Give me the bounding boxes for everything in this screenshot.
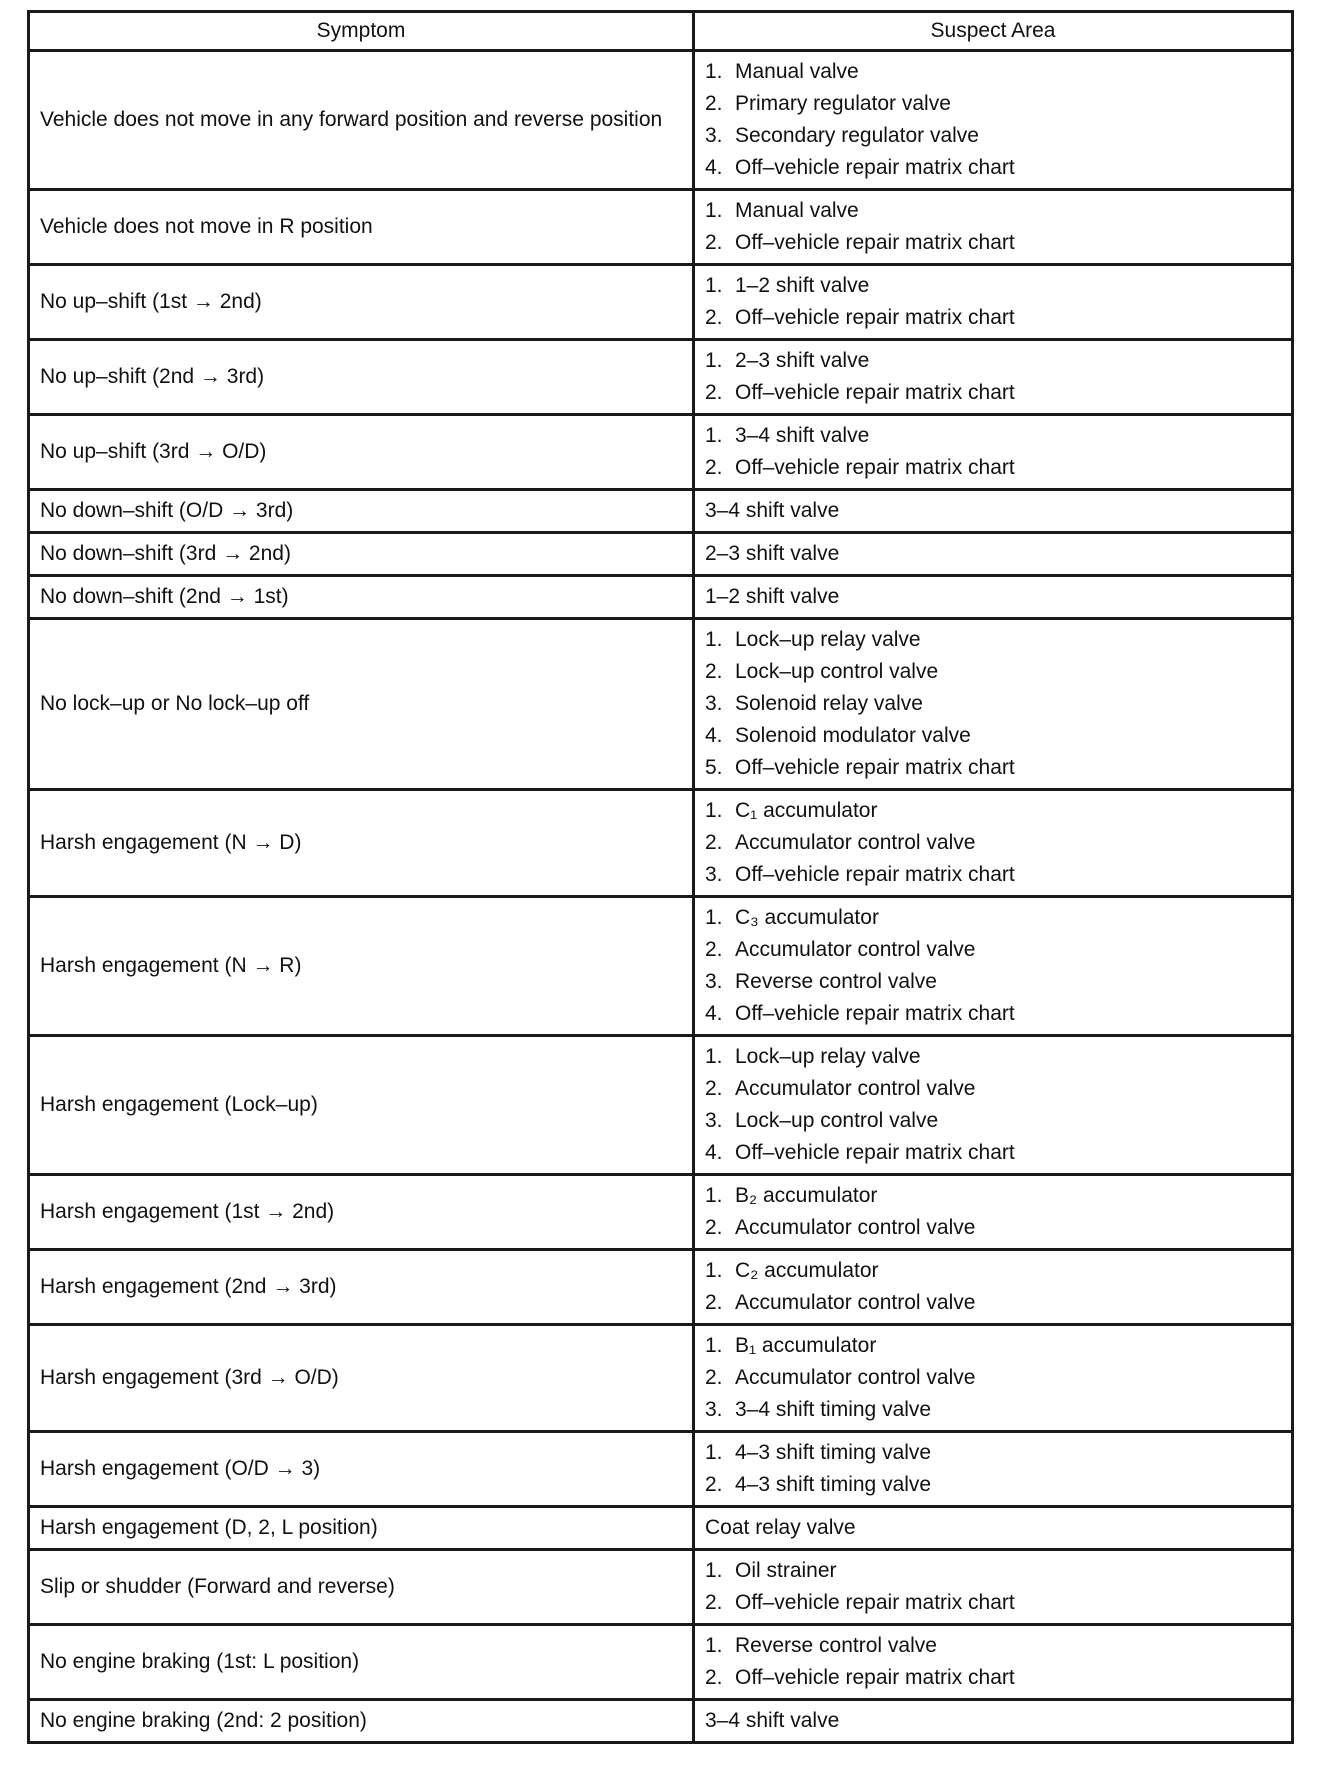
suspect-area-cell: [694, 1625, 1293, 1700]
suspect-item: [705, 1394, 1291, 1426]
suspect-item: [705, 752, 1291, 784]
suspect-item-text: Accumulator control valve: [735, 1077, 976, 1100]
suspect-item-number: 3.: [705, 863, 723, 886]
suspect-area-cell: [694, 619, 1293, 790]
suspect-item-number: 1.: [705, 274, 723, 297]
suspect-item-text: 3–4 shift timing valve: [735, 1398, 932, 1421]
table-row: [29, 576, 1293, 619]
table-row: [29, 897, 1293, 1036]
suspect-area-cell: 2–3 shift valve: [694, 533, 1293, 576]
suspect-area-cell: 3–4 shift valve: [694, 1700, 1293, 1743]
suspect-item-text: Solenoid modulator valve: [735, 724, 971, 747]
symptom-cell: Harsh engagement (N → R): [29, 897, 694, 1036]
suspect-area-cell: [694, 897, 1293, 1036]
table-row: [29, 265, 1293, 340]
suspect-item: [705, 1073, 1291, 1105]
symptom-cell: No down–shift (3rd → 2nd): [29, 533, 694, 576]
suspect-item-number: 2.: [705, 456, 723, 479]
suspect-item-number: 1.: [705, 1441, 723, 1464]
suspect-item-number: 1.: [705, 906, 723, 929]
table-row: [29, 533, 1293, 576]
symptom-table: [27, 10, 1294, 1744]
suspect-item-number: 2.: [705, 231, 723, 254]
symptom-cell: No down–shift (2nd → 1st): [29, 576, 694, 619]
suspect-item-text: Off–vehicle repair matrix chart: [735, 156, 1015, 179]
table-row: [29, 1036, 1293, 1175]
suspect-area-cell: 3–4 shift valve: [694, 490, 1293, 533]
suspect-item-number: 1.: [705, 424, 723, 447]
suspect-item-text: 1–2 shift valve: [735, 274, 870, 297]
table-row: [29, 619, 1293, 790]
suspect-item-number: 2.: [705, 1366, 723, 1389]
suspect-item-text: Off–vehicle repair matrix chart: [735, 756, 1015, 779]
suspect-item-text: C₁ accumulator: [735, 799, 878, 822]
suspect-item-number: 1.: [705, 349, 723, 372]
symptom-cell: No lock–up or No lock–up off: [29, 619, 694, 790]
suspect-item: [705, 152, 1291, 184]
suspect-area-cell: [694, 1175, 1293, 1250]
suspect-item: [705, 120, 1291, 152]
suspect-item: [705, 1330, 1291, 1362]
suspect-item-text: B₁ accumulator: [735, 1334, 877, 1357]
symptom-cell: No down–shift (O/D → 3rd): [29, 490, 694, 533]
suspect-item-number: 1.: [705, 1184, 723, 1207]
suspect-item-text: Off–vehicle repair matrix chart: [735, 306, 1015, 329]
symptom-cell: Harsh engagement (Lock–up): [29, 1036, 694, 1175]
suspect-item: [705, 345, 1291, 377]
symptom-cell: Harsh engagement (3rd → O/D): [29, 1325, 694, 1432]
suspect-item-number: 3.: [705, 970, 723, 993]
suspect-item: [705, 227, 1291, 259]
suspect-area-cell: [694, 1550, 1293, 1625]
suspect-item: [705, 1469, 1291, 1501]
suspect-item: [705, 1630, 1291, 1662]
suspect-item-text: 4–3 shift timing valve: [735, 1473, 932, 1496]
table-row: [29, 415, 1293, 490]
symptom-cell: No up–shift (1st → 2nd): [29, 265, 694, 340]
suspect-item: [705, 195, 1291, 227]
symptom-cell: Slip or shudder (Forward and reverse): [29, 1550, 694, 1625]
symptom-cell: Vehicle does not move in R position: [29, 190, 694, 265]
suspect-area-cell: [694, 1432, 1293, 1507]
table-row: [29, 1432, 1293, 1507]
suspect-item-number: 2.: [705, 1077, 723, 1100]
suspect-area-cell: [694, 790, 1293, 897]
symptom-cell: Vehicle does not move in any forward position and reverse position: [29, 51, 694, 190]
suspect-item-number: 2.: [705, 1666, 723, 1689]
suspect-area-cell: [694, 265, 1293, 340]
suspect-item-text: Lock–up relay valve: [735, 1045, 921, 1068]
suspect-item: [705, 1587, 1291, 1619]
suspect-item-text: Off–vehicle repair matrix chart: [735, 1002, 1015, 1025]
suspect-item-number: 1.: [705, 1559, 723, 1582]
suspect-item: [705, 998, 1291, 1030]
suspect-item-number: 1.: [705, 199, 723, 222]
suspect-item: [705, 1662, 1291, 1694]
suspect-item-number: 3.: [705, 124, 723, 147]
table-row: [29, 190, 1293, 265]
suspect-item-number: 2.: [705, 1216, 723, 1239]
table-row: [29, 51, 1293, 190]
suspect-item-text: Off–vehicle repair matrix chart: [735, 231, 1015, 254]
suspect-item-text: Off–vehicle repair matrix chart: [735, 1141, 1015, 1164]
table-row: [29, 790, 1293, 897]
suspect-item: [705, 902, 1291, 934]
symptom-cell: No up–shift (3rd → O/D): [29, 415, 694, 490]
suspect-item: [705, 270, 1291, 302]
suspect-item: [705, 1180, 1291, 1212]
suspect-item: [705, 1287, 1291, 1319]
suspect-item-number: 2.: [705, 938, 723, 961]
suspect-item-text: Manual valve: [735, 199, 859, 222]
suspect-item: [705, 1212, 1291, 1244]
suspect-item-text: Reverse control valve: [735, 970, 937, 993]
suspect-item-number: 1.: [705, 1259, 723, 1282]
suspect-area-cell: 1–2 shift valve: [694, 576, 1293, 619]
table-row: [29, 340, 1293, 415]
suspect-item: [705, 1362, 1291, 1394]
suspect-item: [705, 1437, 1291, 1469]
suspect-area-cell: Coat relay valve: [694, 1507, 1293, 1550]
symptom-cell: No engine braking (1st: L position): [29, 1625, 694, 1700]
table-row: [29, 1550, 1293, 1625]
suspect-item-text: Primary regulator valve: [735, 92, 951, 115]
suspect-item-number: 3.: [705, 1109, 723, 1132]
table-row: [29, 1625, 1293, 1700]
suspect-item-text: Oil strainer: [735, 1559, 837, 1582]
symptom-cell: Harsh engagement (N → D): [29, 790, 694, 897]
table-row: [29, 1325, 1293, 1432]
suspect-item-number: 4.: [705, 1002, 723, 1025]
suspect-item-number: 1.: [705, 628, 723, 651]
symptom-cell: Harsh engagement (D, 2, L position): [29, 1507, 694, 1550]
suspect-item-text: Off–vehicle repair matrix chart: [735, 863, 1015, 886]
suspect-item: [705, 420, 1291, 452]
suspect-item-number: 2.: [705, 92, 723, 115]
table-row: [29, 1507, 1293, 1550]
column-header-symptom: Symptom: [29, 12, 694, 51]
suspect-item-number: 2.: [705, 381, 723, 404]
suspect-item-text: C₂ accumulator: [735, 1259, 879, 1282]
suspect-item: [705, 795, 1291, 827]
suspect-area-cell: [694, 190, 1293, 265]
suspect-area-cell: [694, 1250, 1293, 1325]
suspect-item-number: 4.: [705, 156, 723, 179]
suspect-item-text: Lock–up relay valve: [735, 628, 921, 651]
suspect-item-text: Off–vehicle repair matrix chart: [735, 381, 1015, 404]
suspect-item-number: 1.: [705, 1045, 723, 1068]
suspect-item: [705, 827, 1291, 859]
suspect-item-text: Off–vehicle repair matrix chart: [735, 1666, 1015, 1689]
suspect-item: [705, 452, 1291, 484]
suspect-item-text: Off–vehicle repair matrix chart: [735, 456, 1015, 479]
suspect-item-text: Manual valve: [735, 60, 859, 83]
suspect-item: [705, 56, 1291, 88]
suspect-item-number: 4.: [705, 1141, 723, 1164]
suspect-item-text: Accumulator control valve: [735, 1366, 976, 1389]
symptom-cell: Harsh engagement (1st → 2nd): [29, 1175, 694, 1250]
suspect-item-text: Solenoid relay valve: [735, 692, 923, 715]
suspect-area-cell: [694, 1036, 1293, 1175]
suspect-item-text: Reverse control valve: [735, 1634, 937, 1657]
suspect-item: [705, 720, 1291, 752]
suspect-area-cell: [694, 415, 1293, 490]
suspect-item-number: 2.: [705, 306, 723, 329]
suspect-item: [705, 1137, 1291, 1169]
suspect-item-number: 3.: [705, 692, 723, 715]
symptom-cell: Harsh engagement (O/D → 3): [29, 1432, 694, 1507]
suspect-area-cell: [694, 340, 1293, 415]
suspect-item: [705, 966, 1291, 998]
symptom-cell: Harsh engagement (2nd → 3rd): [29, 1250, 694, 1325]
suspect-item-text: Lock–up control valve: [735, 1109, 939, 1132]
table-body: [29, 51, 1293, 1743]
suspect-area-cell: [694, 51, 1293, 190]
table-row: [29, 1250, 1293, 1325]
suspect-item-number: 1.: [705, 1334, 723, 1357]
suspect-item: [705, 656, 1291, 688]
suspect-item-number: 3.: [705, 1398, 723, 1421]
suspect-item-text: B₂ accumulator: [735, 1184, 878, 1207]
suspect-item: [705, 302, 1291, 334]
suspect-item-number: 1.: [705, 60, 723, 83]
suspect-item-text: 2–3 shift valve: [735, 349, 870, 372]
symptom-cell: No up–shift (2nd → 3rd): [29, 340, 694, 415]
suspect-item-text: Accumulator control valve: [735, 831, 976, 854]
suspect-item-number: 2.: [705, 831, 723, 854]
suspect-item-text: Accumulator control valve: [735, 1216, 976, 1239]
suspect-item: [705, 688, 1291, 720]
suspect-item: [705, 859, 1291, 891]
suspect-item: [705, 1555, 1291, 1587]
suspect-item-text: Secondary regulator valve: [735, 124, 979, 147]
suspect-item: [705, 1255, 1291, 1287]
suspect-item-number: 2.: [705, 1591, 723, 1614]
suspect-item-number: 2.: [705, 660, 723, 683]
table-row: [29, 1700, 1293, 1743]
suspect-item-number: 4.: [705, 724, 723, 747]
suspect-item-text: Accumulator control valve: [735, 938, 976, 961]
suspect-item-number: 1.: [705, 1634, 723, 1657]
suspect-item-number: 2.: [705, 1291, 723, 1314]
suspect-item-text: C₃ accumulator: [735, 906, 879, 929]
table-header-row: [29, 12, 1293, 51]
table-row: [29, 490, 1293, 533]
suspect-item: [705, 377, 1291, 409]
suspect-item: [705, 934, 1291, 966]
suspect-area-cell: [694, 1325, 1293, 1432]
suspect-item: [705, 1041, 1291, 1073]
suspect-item-text: Lock–up control valve: [735, 660, 939, 683]
suspect-item-text: 3–4 shift valve: [735, 424, 870, 447]
suspect-item-text: 4–3 shift timing valve: [735, 1441, 932, 1464]
suspect-item-number: 5.: [705, 756, 723, 779]
suspect-item: [705, 624, 1291, 656]
table-row: [29, 1175, 1293, 1250]
suspect-item-number: 1.: [705, 799, 723, 822]
suspect-item-text: Off–vehicle repair matrix chart: [735, 1591, 1015, 1614]
suspect-item-number: 2.: [705, 1473, 723, 1496]
suspect-item: [705, 88, 1291, 120]
suspect-item: [705, 1105, 1291, 1137]
symptom-cell: No engine braking (2nd: 2 position): [29, 1700, 694, 1743]
column-header-suspect-area: Suspect Area: [694, 12, 1293, 51]
suspect-item-text: Accumulator control valve: [735, 1291, 976, 1314]
